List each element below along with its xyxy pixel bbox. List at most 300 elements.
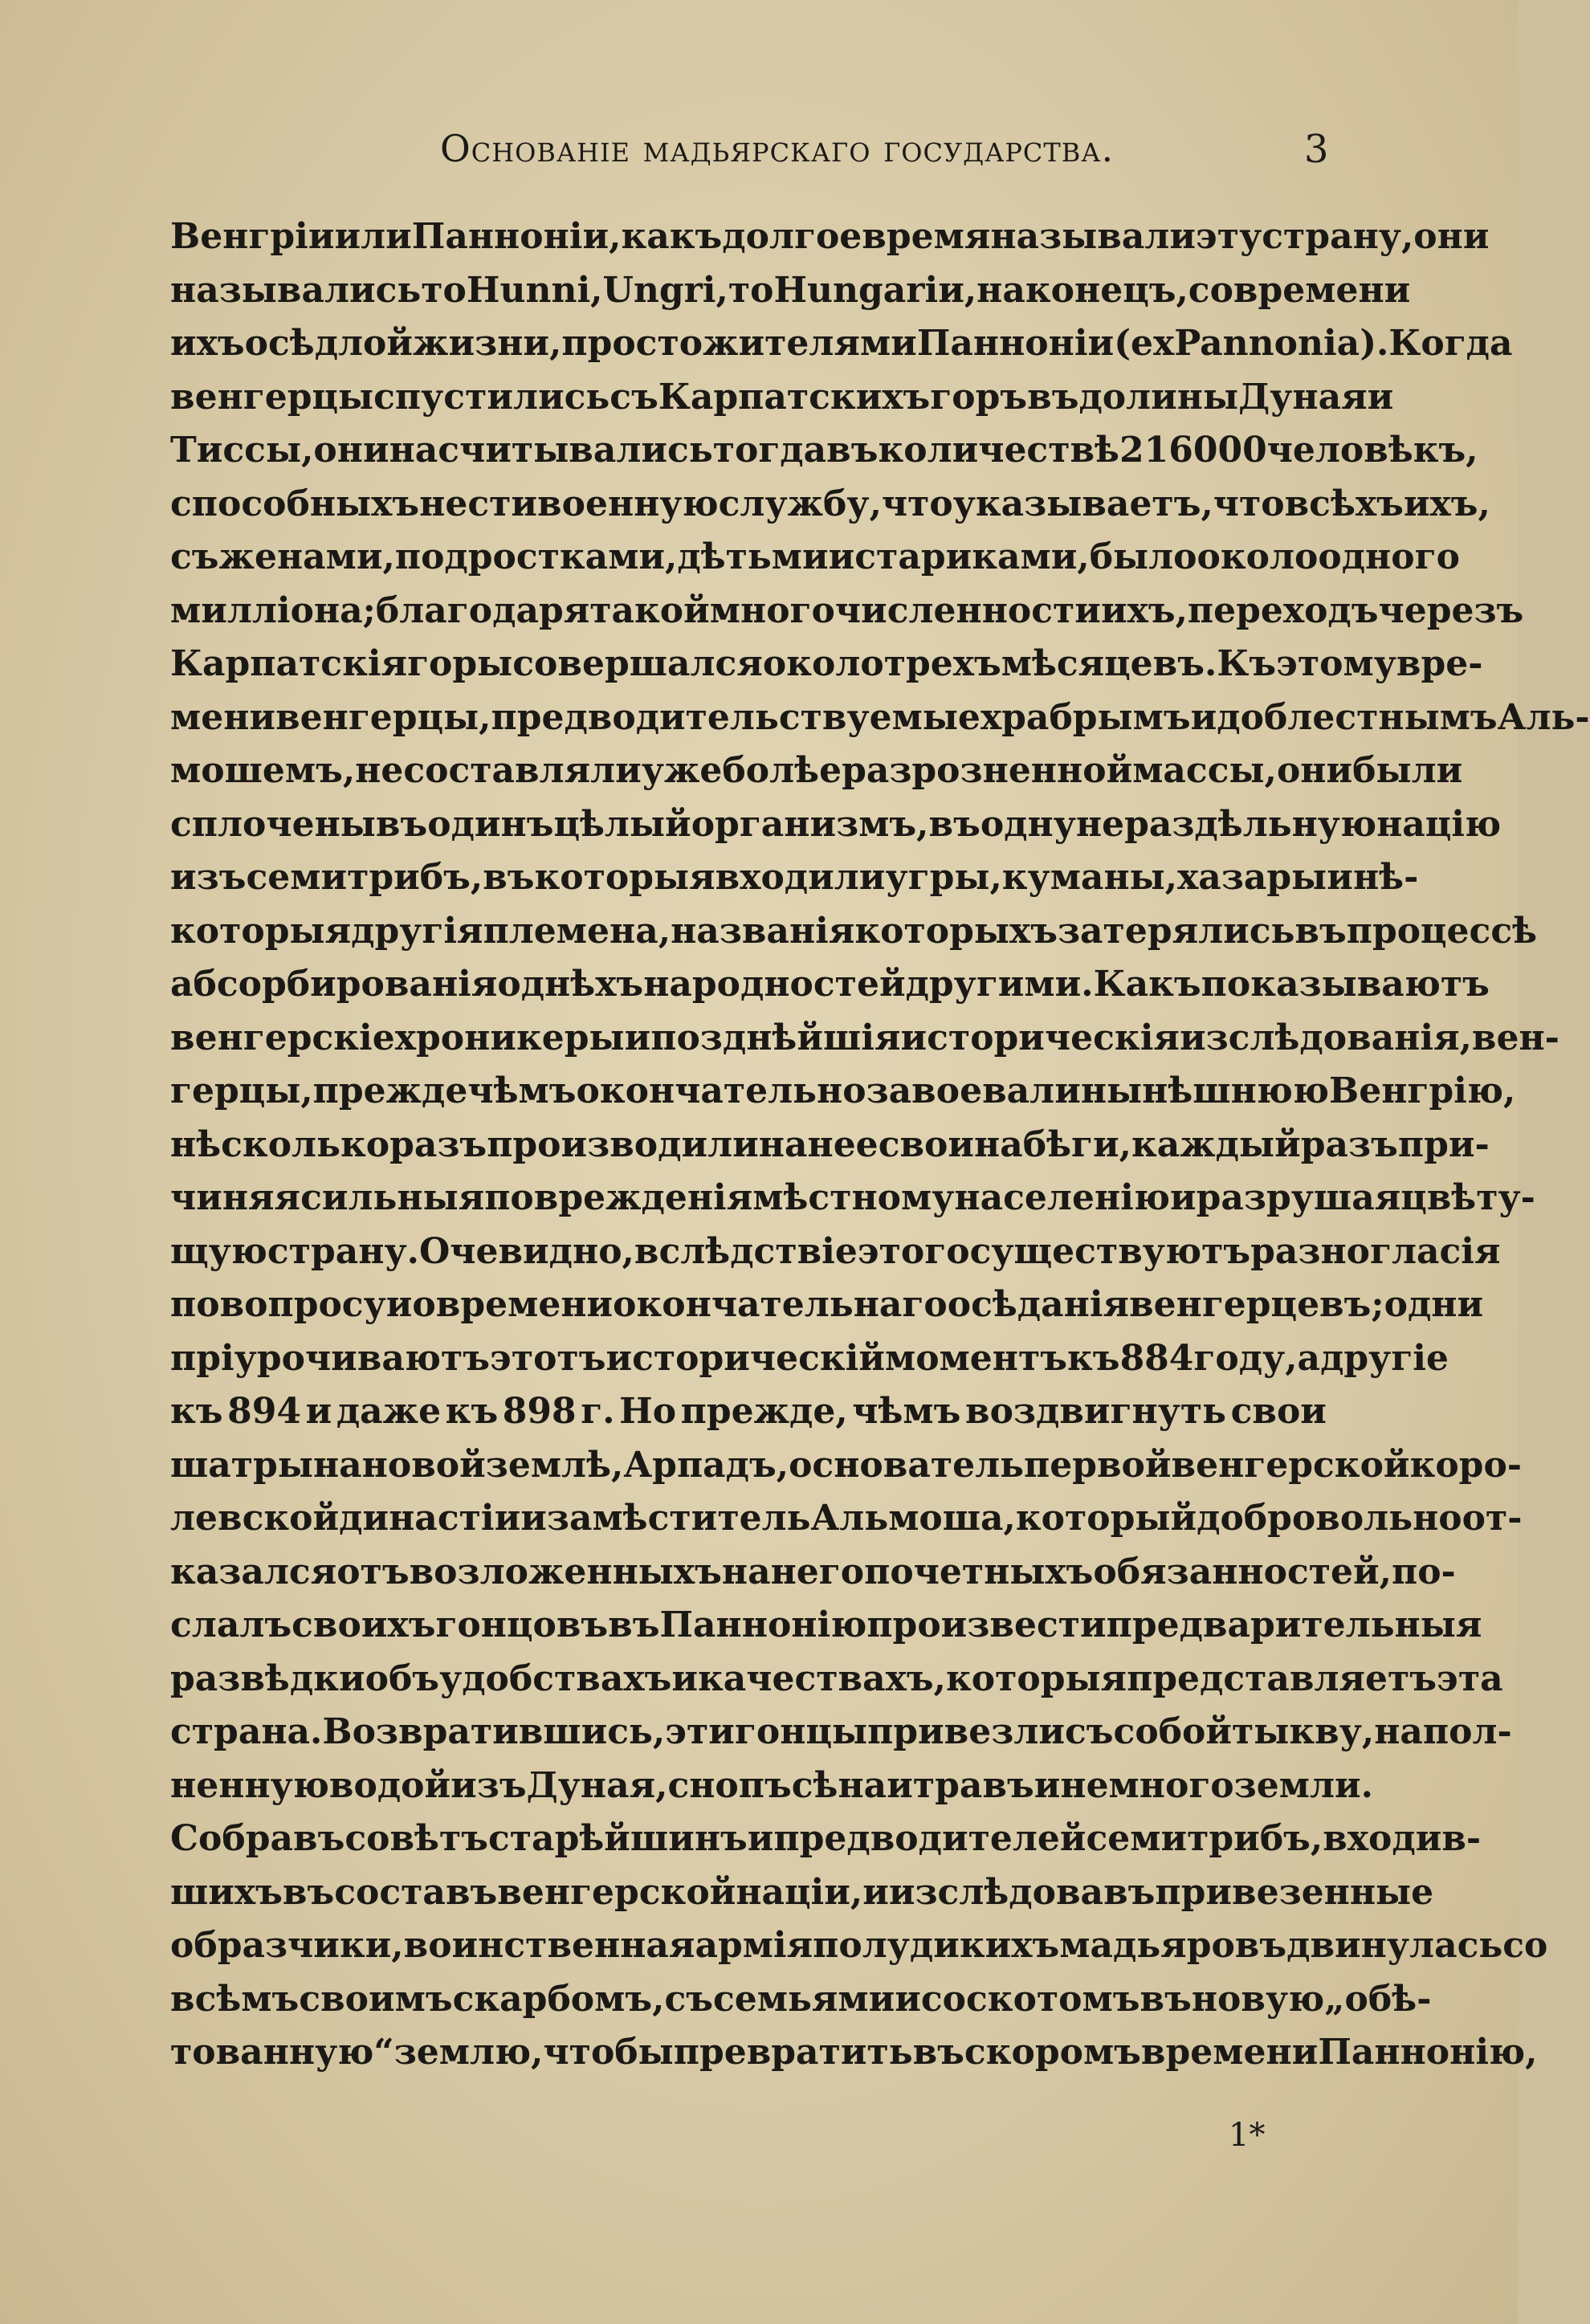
word: Карпатскія <box>170 643 408 684</box>
word: произвести <box>866 1604 1107 1645</box>
word: болѣе <box>722 750 842 791</box>
word: названія <box>671 910 855 952</box>
text-line <box>170 958 1490 1012</box>
word: Когда <box>1388 323 1513 364</box>
word: съ <box>170 536 219 577</box>
word: націю <box>1376 803 1502 845</box>
word: страну, <box>1262 216 1414 257</box>
word: и <box>1367 376 1394 418</box>
word: венгерской <box>497 1871 736 1913</box>
word: которыхъ <box>854 910 1058 952</box>
word: что <box>1213 483 1285 524</box>
word: венгерцы, <box>275 696 491 738</box>
word: всѣхъ <box>1284 483 1404 524</box>
word: этотъ <box>490 1337 606 1379</box>
text-line <box>170 1385 1327 1439</box>
word: историческій <box>605 1337 886 1379</box>
word: своихъ <box>292 1604 436 1645</box>
word: мени <box>170 696 276 738</box>
word: совѣтъ <box>344 1818 488 1859</box>
word: на <box>758 1123 808 1165</box>
text-line <box>170 210 1490 264</box>
text-line <box>170 317 1513 371</box>
word: долгое <box>722 216 862 257</box>
word: другіе <box>1320 1337 1449 1379</box>
word: процессѣ <box>1346 910 1538 952</box>
text-line <box>170 478 1490 532</box>
word: году, <box>1193 1337 1298 1379</box>
word: позднѣйшія <box>650 1017 901 1058</box>
word: черезъ <box>1378 589 1524 631</box>
word: составляли <box>403 750 642 791</box>
text-line <box>170 851 1419 905</box>
word: храбрымъ <box>980 696 1191 738</box>
word: и <box>520 1498 547 1539</box>
word: Паннонію, <box>1318 2032 1538 2073</box>
body-text <box>170 210 1590 2080</box>
text-line <box>170 798 1502 852</box>
word: левской <box>170 1498 340 1539</box>
word: снопъ <box>667 1764 792 1806</box>
word: ихъ, <box>1100 589 1188 631</box>
word: династіи <box>339 1498 521 1539</box>
word: собой <box>1113 1711 1232 1752</box>
word: горъ <box>930 376 1028 418</box>
word: другія <box>351 910 483 952</box>
word: армія <box>695 1925 813 1966</box>
text-line <box>170 1492 1523 1546</box>
word: венгерскіе <box>170 1017 395 1058</box>
word: 894 <box>227 1391 301 1432</box>
word: сѣна <box>791 1764 887 1806</box>
word: тованную“ <box>170 2032 394 2073</box>
word: племена, <box>483 910 671 952</box>
word: времени <box>1140 2032 1319 2073</box>
word: шатры <box>170 1444 313 1486</box>
word: спустились <box>373 376 610 418</box>
word: щую <box>170 1230 267 1272</box>
word: семьями <box>712 1978 895 2020</box>
word: нѣ- <box>1352 857 1419 898</box>
word: по <box>170 1284 220 1325</box>
word: уже <box>641 750 723 791</box>
word: Hungari <box>773 269 939 311</box>
word: были <box>1352 750 1463 791</box>
word: Тиссы, <box>170 430 314 471</box>
word: изслѣдовавъ <box>888 1871 1156 1913</box>
word: герцы, <box>170 1070 313 1111</box>
word: военную <box>537 483 719 524</box>
word: Панноніи <box>916 323 1115 364</box>
word: превратить <box>673 2032 913 2073</box>
word: Собравъ <box>170 1818 345 1859</box>
word: Къ <box>1217 643 1277 684</box>
text-line <box>170 1546 1456 1600</box>
text-line <box>170 1012 1559 1066</box>
word: и <box>385 1284 413 1325</box>
word: трехъ <box>883 643 1001 684</box>
word: старѣйшинъ <box>488 1818 748 1859</box>
word: казался <box>170 1551 337 1592</box>
word: страну. <box>267 1230 419 1272</box>
text-line <box>170 1225 1501 1279</box>
word: своимъ <box>299 1978 453 2020</box>
word: гонцы <box>734 1711 868 1752</box>
word: удобствахъ <box>439 1657 672 1699</box>
word: отъ <box>336 1551 410 1592</box>
word: эта <box>1437 1657 1503 1699</box>
word: въ <box>826 430 879 471</box>
word: „обѣ- <box>1324 1978 1432 2020</box>
word: предводителей <box>773 1818 1086 1859</box>
word: жизни, <box>413 323 562 364</box>
word: со <box>920 1978 966 2020</box>
word: вен- <box>1471 1017 1559 1058</box>
word: почетныхъ <box>864 1551 1094 1592</box>
word: въ <box>1294 910 1347 952</box>
word: (ex <box>1114 323 1175 364</box>
word: при- <box>1397 1123 1490 1165</box>
word: и <box>1034 1764 1061 1806</box>
word: качествахъ, <box>698 1657 946 1699</box>
word: и <box>895 1978 921 2020</box>
word: указываетъ, <box>952 483 1213 524</box>
word: скарбомъ, <box>452 1978 665 2020</box>
text-line <box>170 371 1394 425</box>
word: чтобы <box>543 2032 674 2073</box>
word: такой <box>589 589 710 631</box>
text-line <box>170 1119 1490 1172</box>
text-line <box>170 1919 1548 1973</box>
word: страна. <box>170 1711 323 1752</box>
text-line <box>170 585 1524 638</box>
word: благодаря <box>375 589 590 631</box>
word: дѣтьми <box>677 536 829 577</box>
word: Венгрію, <box>1329 1070 1516 1111</box>
word: человѣкъ, <box>1266 430 1478 471</box>
text-line <box>170 691 1590 745</box>
word: въ <box>483 857 535 898</box>
text-line <box>170 1439 1523 1493</box>
word: набѣги, <box>974 1123 1131 1165</box>
word: Pannonia). <box>1174 323 1389 364</box>
text-line <box>170 1866 1434 1920</box>
word: населенію <box>954 1177 1170 1218</box>
word: осѣданія <box>947 1284 1130 1325</box>
word: подростками, <box>394 536 678 577</box>
word: или <box>334 216 412 257</box>
word: цѣлый <box>553 803 691 845</box>
word: абсорбированія <box>170 964 498 1005</box>
word: разрозненной <box>842 750 1133 791</box>
word: какъ <box>621 216 723 257</box>
word: вслѣдствіе <box>634 1230 858 1272</box>
word: по- <box>1391 1551 1456 1592</box>
word: воздвигнуть <box>965 1391 1226 1432</box>
word: представляетъ <box>1127 1657 1437 1699</box>
word: образчики, <box>170 1925 404 1966</box>
word: цвѣту- <box>1400 1177 1535 1218</box>
word: со <box>1188 269 1233 311</box>
word: способныхъ <box>170 483 420 524</box>
word: каждый <box>1131 1123 1301 1165</box>
word: прежде, <box>680 1391 848 1432</box>
word: поврежденія <box>484 1177 753 1218</box>
word: осѣдлой <box>244 323 414 364</box>
word: производили <box>487 1123 759 1165</box>
word: и, <box>938 269 977 311</box>
word: изъ <box>450 1764 527 1806</box>
page-number: 3 <box>1304 127 1329 172</box>
word: совершался <box>512 643 763 684</box>
word: основатель <box>789 1444 1024 1486</box>
word: воинственная <box>403 1925 695 1966</box>
text-line <box>170 1172 1535 1225</box>
word: тыкву, <box>1232 1711 1375 1752</box>
word: Очевидно, <box>418 1230 634 1272</box>
word: о <box>412 1284 436 1325</box>
word: Дуная <box>1238 376 1368 418</box>
word: входили <box>715 857 886 898</box>
word: добровольно <box>1197 1498 1462 1539</box>
word: доблестнымъ <box>1217 696 1498 738</box>
word: нести <box>419 483 538 524</box>
word: возложенныхъ <box>409 1551 722 1592</box>
word: гонцовъ <box>435 1604 609 1645</box>
text-line <box>170 638 1483 691</box>
word: землю, <box>393 2032 544 2073</box>
word: нынѣшнюю <box>1080 1070 1330 1111</box>
word: что <box>881 483 953 524</box>
word: и <box>828 536 855 577</box>
word: куманы, <box>1001 857 1178 898</box>
word: мошемъ, <box>170 750 356 791</box>
word: разъ <box>389 1123 487 1165</box>
word: мѣстному <box>752 1177 955 1218</box>
word: и <box>671 1657 699 1699</box>
word: тогда <box>712 430 827 471</box>
word: Паннонію <box>659 1604 867 1645</box>
word: Hunni, <box>466 269 603 311</box>
word: количествѣ <box>878 430 1119 471</box>
word: разногласія <box>1250 1230 1501 1272</box>
word: трибъ, <box>347 857 483 898</box>
word: землѣ, <box>485 1444 624 1486</box>
word: одну <box>980 803 1076 845</box>
word: изслѣдованія, <box>1179 1017 1472 1058</box>
word: первой <box>1023 1444 1172 1486</box>
word: и <box>305 1391 332 1432</box>
word: него <box>770 1551 865 1592</box>
word: мадьяровъ <box>1059 1925 1287 1966</box>
word: слалъ <box>170 1604 292 1645</box>
word: вре- <box>1396 643 1483 684</box>
word: и <box>1327 857 1353 898</box>
word: сплочены <box>170 803 376 845</box>
word: показываютъ <box>1201 964 1490 1005</box>
word: чѣмъ <box>852 1391 961 1432</box>
word: назывались <box>170 269 422 311</box>
word: изъ <box>170 857 247 898</box>
word: скоромъ <box>964 2032 1141 2073</box>
text-line <box>170 1812 1482 1866</box>
word: венгерцевъ; <box>1129 1284 1384 1325</box>
word: другими. <box>905 964 1094 1005</box>
text-line <box>170 1706 1512 1759</box>
word: то <box>421 269 467 311</box>
word: службу, <box>718 483 882 524</box>
word: и <box>1169 1177 1197 1218</box>
word: съ <box>1064 1711 1114 1752</box>
word: новую <box>1191 1978 1325 2020</box>
word: Карпатскихъ <box>658 376 931 418</box>
word: этому <box>1276 643 1396 684</box>
word: жителями <box>703 323 917 364</box>
word: пріурочиваютъ <box>170 1337 491 1379</box>
text-line <box>170 264 1411 318</box>
word: 898 <box>502 1391 577 1432</box>
word: многочисленности <box>709 589 1101 631</box>
word: въ <box>375 803 428 845</box>
word: прежде <box>312 1070 468 1111</box>
word: моментъ <box>885 1337 1068 1379</box>
word: одинъ <box>427 803 554 845</box>
word: Альмоша, <box>810 1498 1016 1539</box>
word: Возвратившись, <box>322 1711 666 1752</box>
word: однѣхъ <box>497 964 644 1005</box>
word: чиняя <box>170 1177 301 1218</box>
word: эти <box>665 1711 735 1752</box>
word: въ <box>1140 1978 1192 2020</box>
word: коро- <box>1409 1444 1523 1486</box>
text-line <box>170 1653 1503 1706</box>
word: называли <box>990 216 1197 257</box>
word: къ <box>1067 1337 1120 1379</box>
word: и <box>1190 696 1217 738</box>
word: существуютъ <box>969 1230 1251 1272</box>
word: хроникеры <box>394 1017 625 1058</box>
word: историческія <box>900 1017 1180 1058</box>
word: массы, <box>1132 750 1277 791</box>
word: привезли <box>867 1711 1065 1752</box>
word: двинулась <box>1286 1925 1503 1966</box>
word: вопросу <box>219 1284 386 1325</box>
word: ихъ, <box>1403 483 1490 524</box>
word: народностей <box>643 964 906 1005</box>
word: около <box>1197 536 1319 577</box>
word: со <box>1502 1925 1548 1966</box>
word: женами, <box>218 536 395 577</box>
word: съ <box>664 1978 713 2020</box>
word: наконецъ, <box>976 269 1188 311</box>
word: предварительныя <box>1106 1604 1482 1645</box>
word: и <box>887 1764 913 1806</box>
word: въ <box>1027 376 1079 418</box>
word: они <box>1276 750 1353 791</box>
word: которыя <box>170 910 352 952</box>
word: завоевали <box>866 1070 1081 1111</box>
word: они <box>313 430 389 471</box>
word: Ungri, <box>602 269 728 311</box>
word: организмъ, <box>691 803 929 845</box>
word: Но <box>619 1391 677 1432</box>
word: нераздѣльную <box>1075 803 1377 845</box>
signature-mark: 1* <box>1229 2117 1266 2154</box>
word: націи, <box>736 1871 863 1913</box>
word: времени <box>1233 269 1411 311</box>
word: полудикихъ <box>813 1925 1060 1966</box>
word: не <box>355 750 404 791</box>
word: то <box>728 269 774 311</box>
word: скотомъ <box>966 1978 1140 2020</box>
word: шихъ <box>170 1871 283 1913</box>
word: съ <box>610 376 658 418</box>
word: трибъ, <box>1187 1818 1323 1859</box>
word: стариками, <box>854 536 1090 577</box>
word: Какъ <box>1093 964 1201 1005</box>
word: одни <box>1384 1284 1484 1325</box>
text-line <box>170 2026 1538 2080</box>
word: г. <box>581 1391 615 1432</box>
word: развѣдки <box>170 1657 365 1699</box>
word: переходъ <box>1187 589 1379 631</box>
word: Панноніи, <box>411 216 622 257</box>
word: напол- <box>1374 1711 1512 1752</box>
word: привезенные <box>1155 1871 1434 1913</box>
word: объ <box>365 1657 440 1699</box>
word: Дуная, <box>526 1764 668 1806</box>
word: въ <box>912 2032 964 2073</box>
word: составъ <box>334 1871 498 1913</box>
text-line <box>170 905 1538 959</box>
running-title: Основаніе мадьярскаго государства. <box>440 127 1115 170</box>
text-line <box>170 1278 1484 1332</box>
word: нѣсколько <box>170 1123 390 1165</box>
text-line <box>170 744 1463 798</box>
word: насчитывались <box>389 430 713 471</box>
word: водой <box>328 1764 451 1806</box>
word: окончательнаго <box>613 1284 948 1325</box>
word: къ <box>170 1391 223 1432</box>
text-line <box>170 1759 1373 1813</box>
word: нее <box>807 1123 879 1165</box>
word: свои <box>1230 1391 1327 1432</box>
word: Аль- <box>1497 696 1590 738</box>
word: входив- <box>1323 1818 1482 1859</box>
word: новой <box>361 1444 486 1486</box>
word: они <box>1413 216 1490 257</box>
word: одного <box>1318 536 1460 577</box>
text-line <box>170 1973 1432 2027</box>
word: а <box>1297 1337 1321 1379</box>
word: въ <box>282 1871 335 1913</box>
word: мѣсяцевъ. <box>1001 643 1217 684</box>
page-header <box>0 127 1518 191</box>
word: на <box>312 1444 362 1486</box>
word: свои <box>878 1123 975 1165</box>
word: и <box>862 1871 889 1913</box>
word: который <box>1015 1498 1197 1539</box>
word: окончательно <box>576 1070 866 1111</box>
word: Арпадъ, <box>623 1444 789 1486</box>
text-line <box>170 1065 1516 1119</box>
word: которыя <box>534 857 716 898</box>
word: около <box>762 643 884 684</box>
word: въ <box>608 1604 660 1645</box>
word: которыя <box>945 1657 1127 1699</box>
word: сильныя <box>300 1177 485 1218</box>
word: ненную <box>170 1764 329 1806</box>
